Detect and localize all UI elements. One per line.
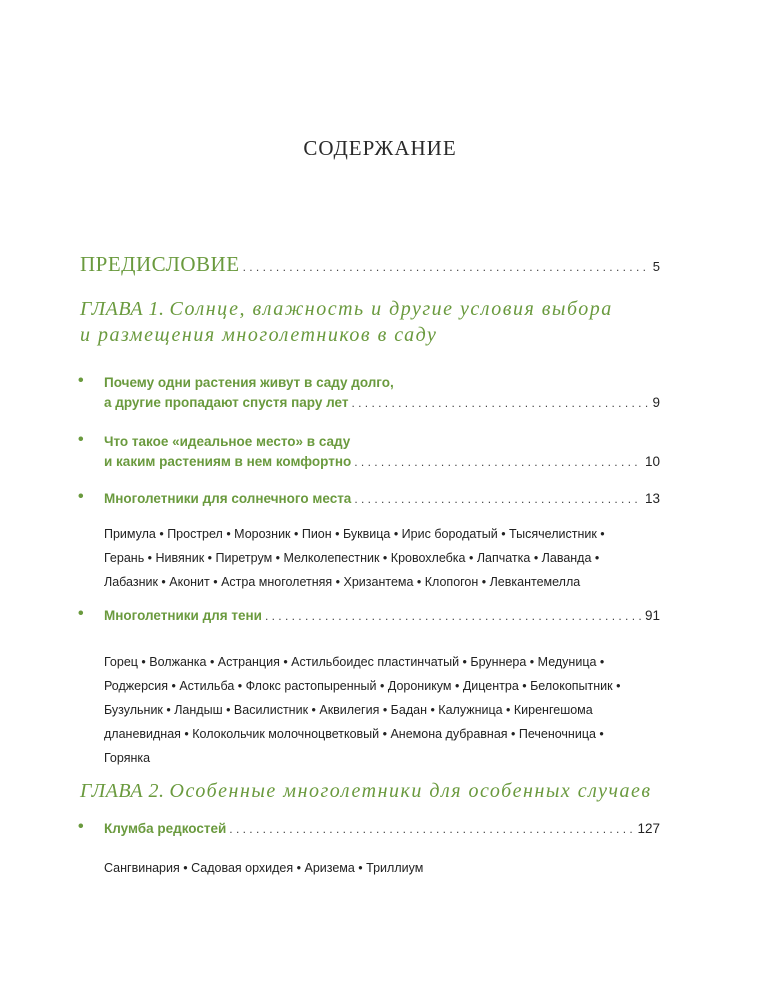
page-title: СОДЕРЖАНИЕ bbox=[303, 136, 457, 160]
toc-entry-1[interactable] bbox=[104, 395, 660, 410]
dot-leader bbox=[354, 492, 642, 506]
plant-list-line: дланевидная • Колокольчик молочноцветковый • Анемона дубравная • Печеночница • bbox=[104, 727, 604, 741]
chapter-2-heading bbox=[80, 778, 660, 804]
plant-list-line: Герань • Нивяник • Пиретрум • Мелколепестник • Кровохлебка • Лапчатка • Лаванда • bbox=[104, 551, 600, 565]
plant-list-shade bbox=[104, 650, 664, 770]
dot-leader bbox=[351, 396, 649, 410]
plant-list-line: Сангвинария • Садовая орхидея • Аризема • Триллиум bbox=[104, 861, 424, 875]
chapter-1-heading bbox=[80, 296, 660, 348]
toc-entry-2[interactable] bbox=[104, 454, 660, 469]
page-number: 127 bbox=[637, 821, 660, 836]
page-number: 10 bbox=[644, 454, 660, 469]
dot-leader bbox=[243, 260, 650, 274]
plant-list-line: Горец • Волжанка • Астранция • Астильбоидес пластинчатый • Бруннера • Медуница • bbox=[104, 655, 605, 669]
toc-preface[interactable] bbox=[80, 252, 660, 277]
plant-list-line: Роджерсия • Астильба • Флокс растопыренный • Дороникум • Дицентра • Белокопытник • bbox=[104, 679, 621, 693]
plant-list-sun bbox=[104, 522, 664, 594]
preface-label: ПРЕДИСЛОВИЕ bbox=[80, 252, 240, 276]
chapter-number: ГЛАВА 2. bbox=[80, 780, 165, 802]
page-number: 5 bbox=[652, 259, 660, 274]
entry-3-label: Многолетники для солнечного места bbox=[104, 491, 352, 506]
entry-4-label: Многолетники для тени bbox=[104, 608, 262, 623]
bullet-icon: • bbox=[78, 605, 84, 622]
chapter-title-line1: Особенные многолетники для особенных случаев bbox=[169, 780, 652, 802]
plant-list-line: Примула • Прострел • Морозник • Пион • Буквица • Ирис бородатый • Тысячелистник • bbox=[104, 527, 605, 541]
toc-entry-5[interactable] bbox=[104, 821, 660, 836]
toc-entry-3[interactable] bbox=[104, 491, 660, 506]
bullet-icon: • bbox=[78, 372, 84, 389]
entry-2-line1: Что такое «идеальное место» в саду bbox=[104, 434, 351, 449]
page-number: 13 bbox=[644, 491, 660, 506]
entry-1-line1: Почему одни растения живут в саду долго, bbox=[104, 375, 394, 390]
chapter-number: ГЛАВА 1. bbox=[80, 298, 165, 320]
entry-5-label: Клумба редкостей bbox=[104, 821, 227, 836]
entry-1-line2: а другие пропадают спустя пару лет bbox=[104, 395, 349, 410]
plant-list-line: Лабазник • Аконит • Астра многолетняя • Хризантема • Клопогон • Левкантемелла bbox=[104, 575, 581, 589]
chapter-title-line2: и размещения многолетников в саду bbox=[80, 324, 438, 346]
plant-list-line: Горянка bbox=[104, 751, 151, 765]
bullet-icon: • bbox=[78, 818, 84, 835]
dot-leader bbox=[265, 609, 642, 623]
chapter-title-line1: Солнце, влажность и другие условия выбора bbox=[169, 298, 613, 320]
plant-list-line: Бузульник • Ландыш • Василистник • Аквилегия • Бадан • Калужница • Киренгешома bbox=[104, 703, 593, 717]
plant-list-rarities bbox=[104, 856, 664, 880]
page-number: 9 bbox=[652, 395, 660, 410]
entry-2-line2: и каким растениям в нем комфортно bbox=[104, 454, 352, 469]
page-number: 91 bbox=[644, 608, 660, 623]
bullet-icon: • bbox=[78, 488, 84, 505]
dot-leader bbox=[354, 455, 642, 469]
dot-leader bbox=[229, 822, 634, 836]
toc-entry-4[interactable] bbox=[104, 608, 660, 623]
bullet-icon: • bbox=[78, 431, 84, 448]
